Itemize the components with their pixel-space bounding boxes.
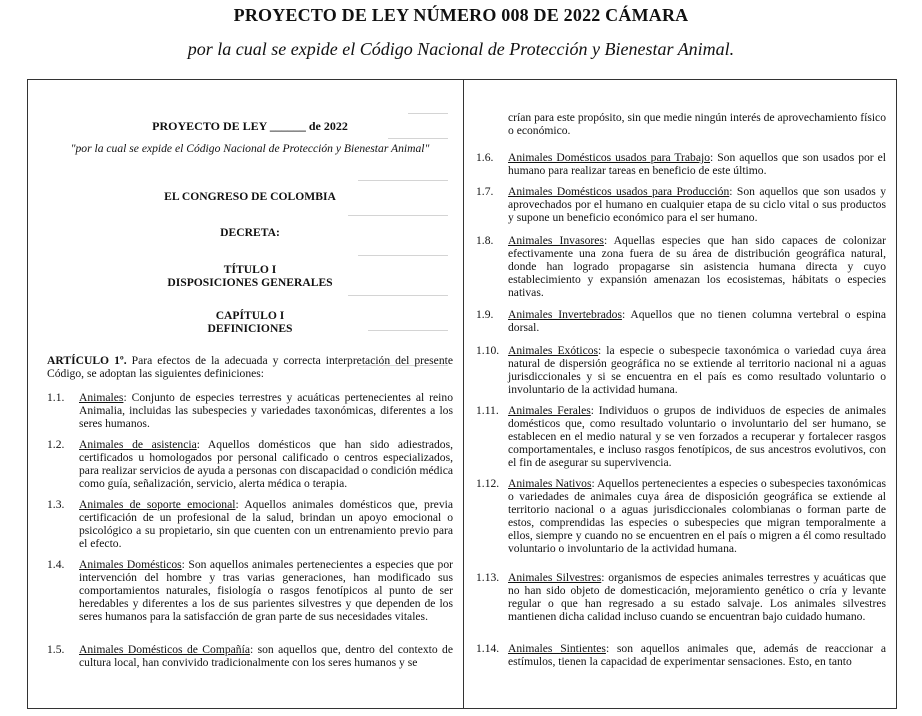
titulo-name: DISPOSICIONES GENERALES (167, 276, 333, 289)
doc-title: PROYECTO DE LEY ______ de 2022 (152, 119, 348, 133)
capitulo-heading: CAPÍTULO I (215, 309, 285, 322)
definition-item: 1.3. Animales de soporte emocional: Aquellos animales domésticos que, previa certificación de un profesional de la salud, brindan un apoyo emocional o psicológico a su propietario, sin que cuenten con un entrenamiento previo para el efecto. (47, 498, 453, 550)
doc-subtitle: "por la cual se expide el Código Nacional de Protección y Bienestar Animal" (70, 142, 430, 155)
capitulo-name: DEFINICIONES (207, 322, 293, 335)
definition-item: 1.10. Animales Exóticos: la especie o subespecie taxonómica o variedad cuya área natural de dispersión geográfica no se extiende al territorio nacional ni a aguas jurisdiccionales y si se encuentra en el país es como resultado voluntario o involuntario de la actividad humana. (476, 344, 886, 396)
page-subtitle: por la cual se expide el Código Nacional de Protección y Bienestar Animal. (187, 39, 735, 59)
page-title: PROYECTO DE LEY NÚMERO 008 DE 2022 CÁMARA (233, 5, 689, 25)
right-column (476, 80, 886, 708)
definition-item: 1.7. Animales Domésticos usados para Producción: Son aquellos que son usados y aprovechados por el humano en cualquier etapa de su ciclo vital o sus productos y supone un beneficio económico para el ser humano. (476, 185, 886, 224)
definition-item: 1.6. Animales Domésticos usados para Trabajo: Son aquellos que son usados por el humano para realizar tareas en beneficio de este último. (476, 151, 886, 177)
definition-item: 1.12. Animales Nativos: Aquellos pertenecientes a especies o subespecies taxonómicas o variedades de animales cuya área de disposición geográfica se extiende al territorio nacional o a aguas jurisdiccionales colombianas o forman parte de estos, comprendidas las especies o subespecies que migran temporalmente a ellos, siempre y cuando no se encuentren en el país o migren a él como resultado voluntario o involuntario de la actividad humana. (476, 477, 886, 555)
definition-item: 1.9. Animales Invertebrados: Aquellos que no tienen columna vertebral o espina dorsal. (476, 308, 886, 334)
titulo-heading: TÍTULO I (223, 263, 277, 276)
scanned-document-page (27, 79, 897, 709)
definition-item: 1.13. Animales Silvestres: organismos de especies animales terrestres y acuáticas que no han sido objeto de domesticación, mejoramiento genético o cría y levante regular o que han regresado a su estado salvaje. Los animales silvestres mantienen dicha calidad incluso cuando se encuentran bajo cuidado humano. (476, 571, 886, 623)
definition-item: 1.4. Animales Domésticos: Son aquellos animales pertenecientes a especies que por intervención del hombre y tras varias generaciones, han modificado sus comportamientos naturales, fisiología o rasgos fenotípicos al punto de ser heredables y diferentes a los de sus parientes silvestres y que dependen de los seres humanos para la satisfacción de gran parte de sus necesidades vitales. (47, 558, 453, 623)
definition-item: 1.11. Animales Ferales: Individuos o grupos de individuos de especies de animales domésticos que, como resultado voluntario o involuntario del ser humano, se establecen en el medio natural y se ven forzados a recuperar y fortalecer rasgos comportamentales, e incluso rasgos fenotípicos, de sus ancestros evolutivos, con el fin de asegurar su supervivencia. (476, 404, 886, 469)
definition-item: 1.14. Animales Sintientes: son aquellos animales que, además de reaccionar a estímulos, tienen la capacidad de experimentar sensaciones. Esto, en tanto (476, 642, 886, 668)
definition-item: 1.2. Animales de asistencia: Aquellos domésticos que han sido adiestrados, certificados u homologados por personal calificado o centros especializados, para realizar servicios de ayuda a personas con discapacidad o condición médica como guía, señalización, servicio, alerta médica o terapia. (47, 438, 453, 490)
definition-item: 1.5. Animales Domésticos de Compañía: son aquellos que, dentro del contexto de cultura local, han convivido tradicionalmente con los seres humanos y se (47, 643, 453, 669)
decreta-heading: DECRETA: (220, 226, 280, 239)
definition-item: 1.1. Animales: Conjunto de especies terrestres y acuáticas pertenecientes al reino Animalia, incluidas las subespecies y variedades taxonómicas, diferentes a los seres humanos. (47, 391, 453, 430)
column-divider (463, 80, 464, 708)
definition-item: 1.8. Animales Invasores: Aquellas especies que han sido capaces de colonizar efectivamente una zona fuera de su área de distribución geográfica natural, donde han logrado propagarse sin asistencia humana directa y cuyo establecimiento y expansión amenazan los ecosistemas, hábitats o especies nativas. (476, 234, 886, 299)
congress-heading: EL CONGRESO DE COLOMBIA (164, 190, 336, 203)
article-1: ARTÍCULO 1º. Para efectos de la adecuada y correcta interpretación del presente Código, se adoptan las siguientes definiciones: (47, 354, 453, 380)
continuation-text: crían para este propósito, sin que medie ningún interés de aprovechamiento físico o económico. (508, 111, 886, 137)
left-column (47, 80, 453, 708)
